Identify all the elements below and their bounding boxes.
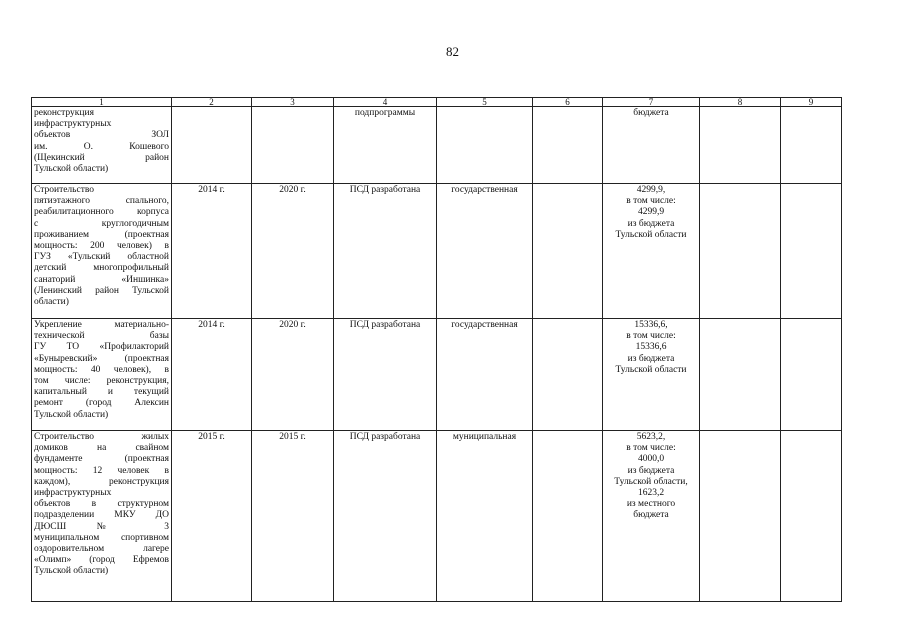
- header-cell: 8: [700, 98, 781, 107]
- column-8-cell: [700, 431, 781, 602]
- object-name-line: капитальный и текущий: [34, 387, 169, 398]
- object-name-line: мощность: 200 человек) в: [34, 241, 169, 252]
- object-name-cell: [32, 184, 172, 319]
- object-name-line: Тульской области): [34, 566, 109, 577]
- header-cell: 7: [603, 98, 700, 107]
- psd-status-cell: ПСД разработана: [334, 184, 437, 319]
- funding-line: из бюджета: [627, 218, 675, 229]
- object-name-line: Тульской области): [34, 409, 109, 420]
- object-name-line: инфраструктурных: [34, 488, 112, 499]
- funding-line: 4299,9,: [636, 185, 666, 195]
- object-name-line: объектов ЗОЛ: [34, 130, 169, 141]
- column-9-cell: [781, 431, 842, 602]
- object-name-line: мощность: 12 человек в: [34, 465, 169, 476]
- table-row: [32, 319, 842, 431]
- object-name-cell: [32, 431, 172, 602]
- object-name-line: «Буныревский» (проектная: [34, 353, 169, 364]
- funding-line: 1623,2: [637, 488, 665, 499]
- object-name-line: оздоровительном лагере: [34, 544, 169, 555]
- funding-line: из бюджета: [627, 353, 675, 364]
- object-name-line: Тульской области): [34, 164, 109, 175]
- funding-line: 5623,2,: [636, 432, 666, 442]
- column-8-cell: [700, 107, 781, 184]
- ownership-type-cell: [437, 107, 533, 184]
- object-name-line: Строительство жилых: [34, 432, 169, 442]
- ownership-type-cell: государственная: [437, 184, 533, 319]
- funding-line: бюджета: [633, 510, 669, 521]
- column-9-cell: [781, 319, 842, 431]
- object-name-line: им. О. Кошевого: [34, 141, 169, 152]
- header-cell: 6: [533, 98, 603, 107]
- funding-line: 4299,9: [637, 207, 665, 218]
- header-cell: 2: [172, 98, 252, 107]
- object-name-line: «Олимп» (город Ефремов: [34, 555, 169, 566]
- object-name-line: реабилитационного корпуса: [34, 207, 169, 218]
- object-name-line: области): [34, 297, 69, 308]
- funding-line: бюджета: [633, 108, 669, 118]
- object-name-line: (Щекинский район: [34, 152, 169, 163]
- object-name-line: ДЮСШ № 3: [34, 521, 169, 532]
- start-year-cell: 2014 г.: [172, 319, 252, 431]
- object-name-line: технической базы: [34, 331, 169, 342]
- header-cell: 3: [252, 98, 334, 107]
- object-name-line: Укрепление материально-: [34, 320, 169, 330]
- psd-status-cell: подпрограммы: [334, 107, 437, 184]
- ownership-type-cell: муниципальная: [437, 431, 533, 602]
- funding-line: в том числе:: [626, 443, 676, 454]
- table-row: [32, 431, 842, 602]
- object-name-line: каждом), реконструкция: [34, 476, 169, 487]
- psd-status-cell: ПСД разработана: [334, 431, 437, 602]
- header-cell: 1: [32, 98, 172, 107]
- column-6-cell: [533, 184, 603, 319]
- header-cell: 5: [437, 98, 533, 107]
- funding-cell: [603, 107, 700, 184]
- object-name-line: мощность: 40 человек), в: [34, 364, 169, 375]
- header-row: [32, 98, 842, 107]
- object-name-line: (Ленинский район Тульской: [34, 285, 169, 296]
- object-name-line: пятиэтажного спального,: [34, 196, 169, 207]
- table-row: [32, 107, 842, 184]
- column-9-cell: [781, 184, 842, 319]
- funding-line: Тульской области: [615, 364, 687, 375]
- end-year-cell: 2020 г.: [252, 184, 334, 319]
- start-year-cell: 2015 г.: [172, 431, 252, 602]
- object-name-line: детский многопрофильный: [34, 263, 169, 274]
- column-8-cell: [700, 319, 781, 431]
- object-name-line: проживанием (проектная: [34, 229, 169, 240]
- object-name-line: фундаменте (проектная: [34, 454, 169, 465]
- object-name-cell: [32, 107, 172, 184]
- funding-line: из местного: [626, 499, 676, 510]
- funding-line: Тульской области,: [614, 476, 688, 487]
- funding-cell: [603, 184, 700, 319]
- page-number: 82: [446, 44, 459, 59]
- object-name-line: инфраструктурных: [34, 119, 112, 130]
- funding-line: из бюджета: [627, 465, 675, 476]
- start-year-cell: [172, 107, 252, 184]
- header-cell: 4: [334, 98, 437, 107]
- funding-cell: [603, 319, 700, 431]
- funding-line: в том числе:: [626, 196, 676, 207]
- object-name-cell: [32, 319, 172, 431]
- funding-line: 15336,6,: [634, 320, 668, 330]
- funding-line: Тульской области: [615, 229, 687, 240]
- object-name-line: санаторий «Иншинка»: [34, 274, 169, 285]
- table-row: [32, 184, 842, 319]
- object-name-line: с круглогодичным: [34, 218, 169, 229]
- column-6-cell: [533, 431, 603, 602]
- column-9-cell: [781, 107, 842, 184]
- object-name-line: муниципальном спортивном: [34, 532, 169, 543]
- end-year-cell: 2015 г.: [252, 431, 334, 602]
- ownership-type-cell: государственная: [437, 319, 533, 431]
- program-table: [31, 97, 842, 602]
- header-cell: 9: [781, 98, 842, 107]
- end-year-cell: 2020 г.: [252, 319, 334, 431]
- start-year-cell: 2014 г.: [172, 184, 252, 319]
- object-name-line: объектов в структурном: [34, 499, 169, 510]
- funding-line: 4000,0: [637, 454, 665, 465]
- funding-line: 15336,6: [635, 342, 667, 353]
- column-6-cell: [533, 319, 603, 431]
- object-name-line: реконструкция: [34, 108, 94, 118]
- object-name-line: подразделении МКУ ДО: [34, 510, 169, 521]
- object-name-line: ремонт (город Алексин: [34, 398, 169, 409]
- column-6-cell: [533, 107, 603, 184]
- column-8-cell: [700, 184, 781, 319]
- object-name-line: домиков на свайном: [34, 443, 169, 454]
- end-year-cell: [252, 107, 334, 184]
- object-name-line: том числе: реконструкция,: [34, 376, 169, 387]
- object-name-line: ГУЗ «Тульский областной: [34, 252, 169, 263]
- funding-line: в том числе:: [626, 331, 676, 342]
- funding-cell: [603, 431, 700, 602]
- object-name-line: ГУ ТО «Профилакторий: [34, 342, 169, 353]
- object-name-line: Строительство: [34, 185, 95, 195]
- psd-status-cell: ПСД разработана: [334, 319, 437, 431]
